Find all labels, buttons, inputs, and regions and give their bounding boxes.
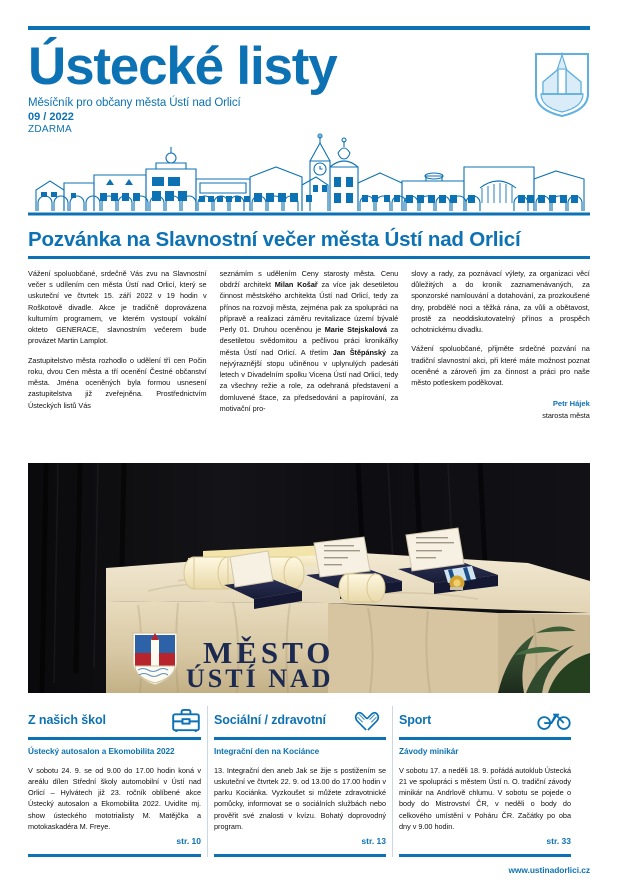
teaser-header	[28, 706, 201, 734]
article-text-run: seznámím s udělením Ceny starosty města. Cenu obdrží architekt	[219, 269, 399, 290]
article-paragraph: Vážení spoluobčané, přijměte srdečné pozvání na tradiční slavnostní akci, při které máte možnost poznat oceněné a zároveň jim za činnost a práci pro naše město potleskem poděkovat.	[411, 344, 590, 388]
article-signature	[411, 398, 590, 421]
page-title: Ústecké listy	[28, 37, 337, 96]
teaser-rule	[399, 737, 571, 740]
town-coat-of-arms-icon	[534, 52, 590, 118]
article-paragraph: Vážení spoluobčané, srdečně Vás zvu na Slavnostní večer s udílením cen města Ústí nad Orlicí, který se uskuteční ve čtvrtek 15. září 2022 v 19 hodin v Roškotově divadle. Akce je tradičně doprovázena kulturním programem, ve kterém vystoupí vokální okteto GENERACE, slavnostním večerem bude provázet Martin Lamplot.	[28, 269, 207, 346]
masthead-top-rule	[28, 26, 590, 30]
teaser-boxes	[22, 706, 596, 857]
teaser-title: Z našich škol	[28, 713, 106, 727]
award-recipient-name: Milan Košař	[274, 280, 318, 290]
article-paragraph: Zastupitelstvo města rozhodlo o udělení tří cen Počin roku, dvou Cen města a tří ocenění Čestné občanství města. Jména oceněných byla formou usnesení zastupitelstva již zveřejněna. Prostřednictvím Ústeckých listů Vás	[28, 355, 207, 410]
teaser-rule	[214, 737, 386, 740]
signature-name: Petr Hájek	[552, 399, 590, 409]
teaser-body: V sobotu 24. 9. se od 9.00 do 17.00 hodin koná v areálu dílen Střední školy automobilní v Ústí nad Orlicí – Hylvátech již 23. ročník oblíbené akce Ústecký autosalon a Ekomobilita 2022. Uvidíte mj. show ústeckého mototrialisty M. Matějčka a motokaskadéra M. Freye.	[28, 765, 201, 831]
article-columns	[28, 268, 590, 421]
article-photo	[28, 463, 590, 693]
teaser-page-ref[interactable]: str. 33	[546, 836, 571, 847]
article-column-1	[28, 268, 207, 421]
bicycle-icon	[537, 709, 571, 732]
teaser-body: V sobotu 17. a neděli 18. 9. pořádá autoklub Ústecká 21 ve spolupráci s městem Ústí n. O. tradiční závody minikár na Andrlově chlumu. V sobotu se pojede o body do Mistrovství ČR, v neděli o body do celkového umístění v Poháru ČR. Začátky po oba dny v 9.00 hodin.	[399, 765, 571, 831]
helping-hands-icon	[348, 708, 386, 733]
masthead-issue: 09 / 2022	[28, 111, 74, 123]
teaser-box-social-health[interactable]	[207, 706, 392, 857]
svg-text:ÚSTÍ NAD: ÚSTÍ NAD	[186, 664, 334, 693]
article-paragraph: slovy a rady, za poznávací výlety, za organizaci věcí důležitých a do kronik zaznamenávaných, za sponzorské namlouvání a dotahování, za prozkoušené dny, probdělé noci a těžká rána, za vůli a obětavost, prostě za neoddiskutovatelný přínos a prospěch ochotnickému divadlu.	[411, 269, 590, 335]
teaser-body: 13. Integrační den aneb Jak se žije s postižením se uskuteční ve čtvrtek 22. 9. od 13.00 do 17.00 hodin v parku Kociánka. Vyzkoušet si můžete zdravotnické pomůcky, informovat se o sociálních službách nebo prověřit své znalosti v kvízu. Bohatý doprovodný program.	[214, 765, 386, 831]
teaser-title: Sociální / zdravotní	[214, 713, 326, 727]
teaser-header	[399, 706, 571, 734]
teaser-box-schools[interactable]	[22, 706, 207, 857]
svg-text:MĚSTO: MĚSTO	[203, 635, 335, 670]
masthead-subtitle: Měsíčník pro občany města Ústí nad Orlicí	[28, 97, 241, 109]
briefcase-icon	[171, 708, 201, 733]
article-column-3	[411, 268, 590, 421]
headline-rule	[28, 256, 590, 259]
teaser-page-ref[interactable]: str. 10	[176, 836, 201, 847]
teaser-header	[214, 706, 386, 734]
masthead-price: ZDARMA	[28, 124, 73, 135]
article-headline: Pozvánka na Slavnostní večer města Ústí nad Orlicí	[28, 228, 521, 251]
teaser-bottom-rule	[28, 854, 201, 857]
article-text-run: za desetiletou svědomitou a pečlivou práci kronikářky města Ústí nad Orlicí. A třetím	[219, 325, 399, 357]
award-recipient-name: Jan Štěpánský	[332, 347, 387, 357]
teaser-bottom-rule	[214, 854, 386, 857]
teaser-page-ref[interactable]: str. 13	[361, 836, 386, 847]
masthead-brand-row	[28, 36, 590, 146]
signature-role: starosta města	[542, 411, 590, 421]
article-text-run: za více jak desetiletou činnost městského architekta Ústí nad Orlicí, tedy za přínos na rozvoji města, zejména pak za spolupráci na přípravě a realizaci záměru revitalizace území bývalé Perly 01. Druhou oceněnou je	[219, 280, 399, 335]
teaser-subtitle: Ústecký autosalon a Ekomobilita 2022	[28, 746, 175, 756]
teaser-box-sport[interactable]	[392, 706, 577, 857]
article-text-run: za nejvýraznější stopu učiněnou v uplynulých padesáti letech v Divadelním spolku Vicena Ústí nad Orlicí, tedy za všechny režie a role, za odehraná představení a domluvené štace, za předsedování a papírování, za motivační pro-	[219, 347, 399, 413]
teaser-subtitle: Závody minikár	[399, 746, 459, 756]
teaser-subtitle: Integrační den na Kociánce	[214, 746, 320, 756]
teaser-title: Sport	[399, 713, 432, 727]
teaser-bottom-rule	[399, 854, 571, 857]
masthead	[28, 26, 590, 146]
article-paragraph	[220, 268, 399, 414]
teaser-rule	[28, 737, 201, 740]
footer-website-link[interactable]: www.ustinadorlici.cz	[508, 865, 590, 875]
article-column-2	[220, 268, 399, 421]
town-skyline-illustration	[28, 133, 590, 219]
award-recipient-name: Marie Stejskalová	[324, 325, 388, 335]
